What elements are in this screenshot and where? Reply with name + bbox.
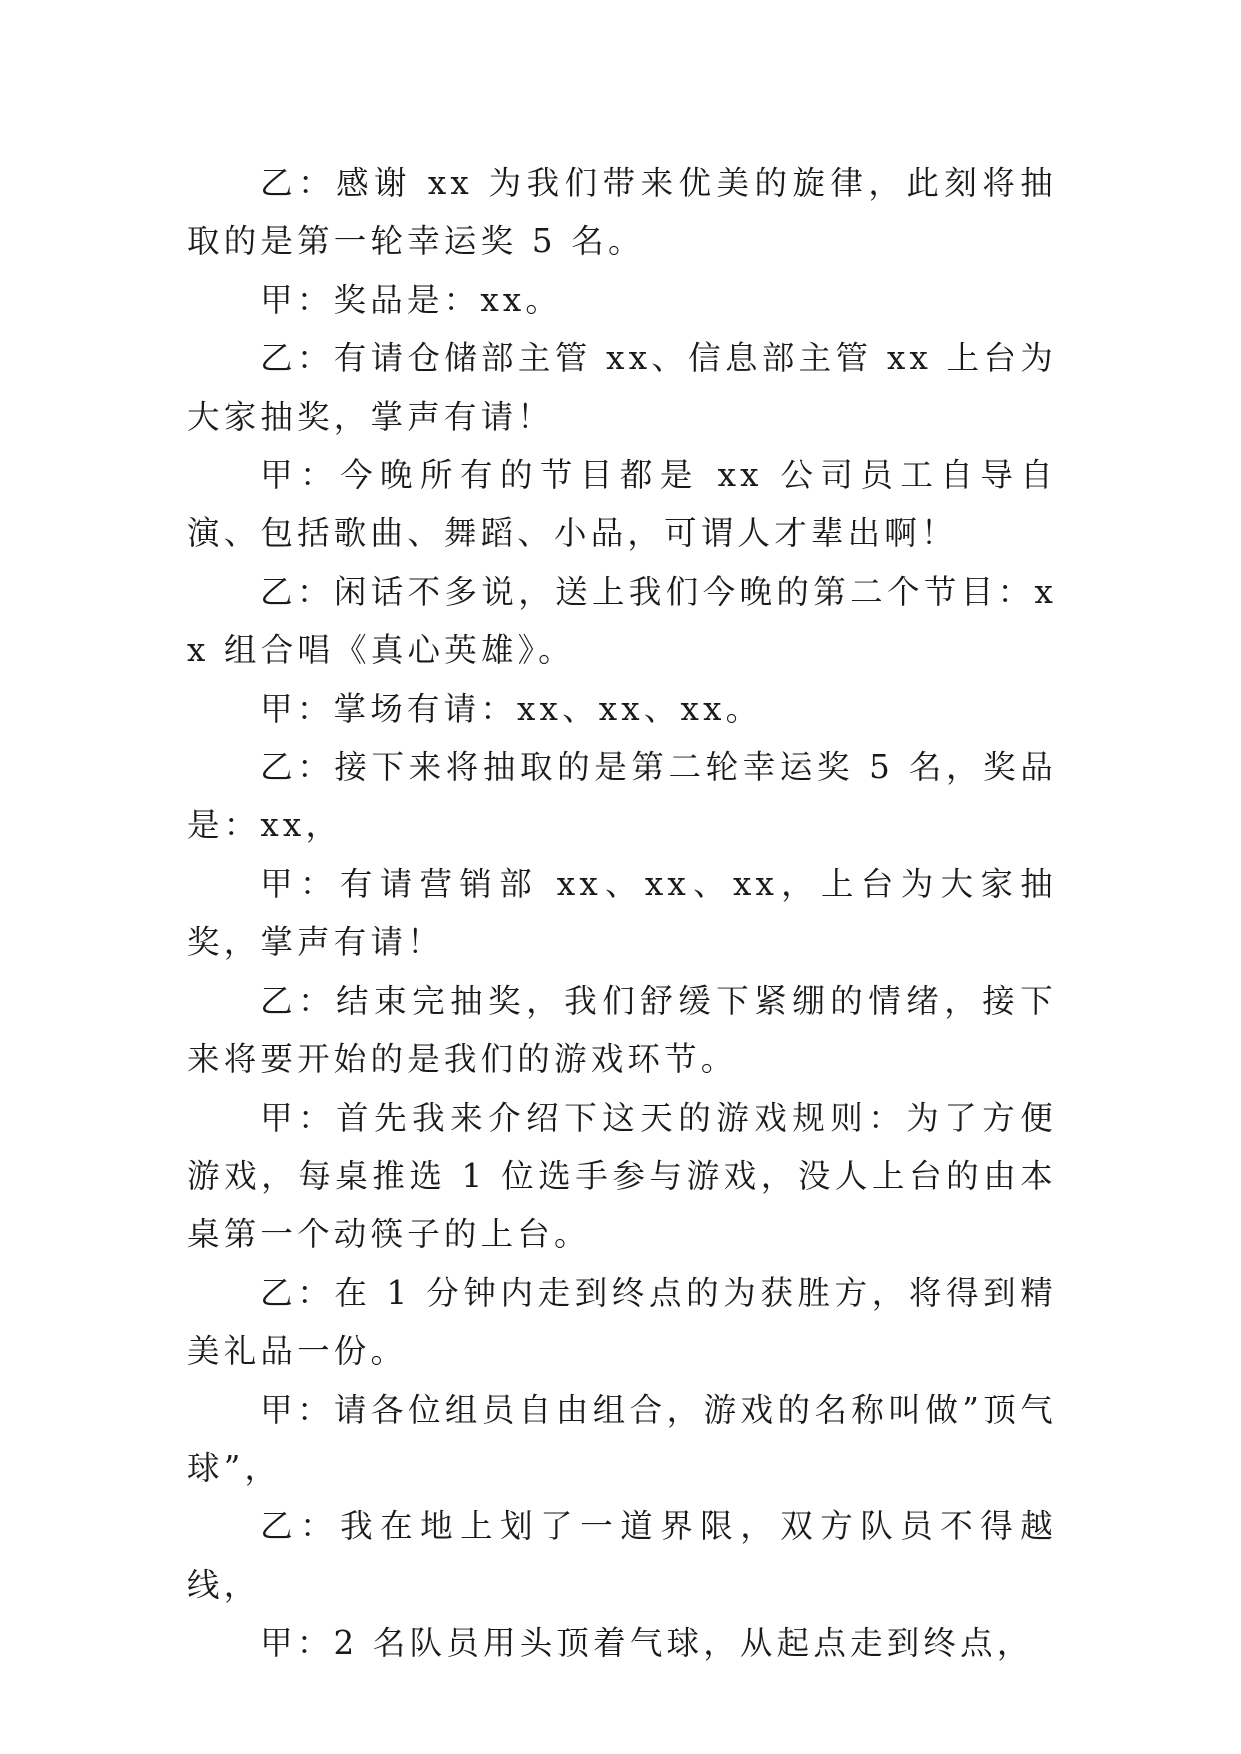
paragraph-5: 乙：闲话不多说，送上我们今晚的第二个节目：xx 组合唱《真心英雄》。: [187, 572, 1057, 670]
paragraph-9: 乙：结束完抽奖，我们舒缓下紧绷的情绪，接下来将要开始的是我们的游戏环节。: [187, 981, 1057, 1079]
paragraph-6: 甲：掌场有请：xx、xx、xx。: [260, 689, 763, 728]
paragraph-11: 乙：在 1 分钟内走到终点的为获胜方，将得到精美礼品一份。: [187, 1273, 1057, 1371]
paragraph-7: 乙：接下来将抽取的是第二轮幸运奖 5 名，奖品是：xx，: [187, 748, 1057, 845]
paragraph-2: 甲：奖品是：xx。: [260, 280, 563, 319]
paragraph-4: 甲：今晚所有的节目都是 xx 公司员工自导自演、包括歌曲、舞蹈、小品，可谓人才辈出啊！: [187, 456, 1057, 553]
paragraph-14: 甲：2 名队员用头顶着气球，从起点走到终点，: [260, 1624, 1034, 1663]
document-body: [187, 154, 1057, 1673]
paragraph-1: 乙：感谢 xx 为我们带来优美的旋律，此刻将抽取的是第一轮幸运奖 5 名。: [187, 164, 1057, 261]
paragraph-10: 甲：首先我来介绍下这天的游戏规则：为了方便游戏，每桌推选 1 位选手参与游戏，没人上台的由本桌第一个动筷子的上台。: [187, 1098, 1057, 1254]
paragraph-8: 甲：有请营销部 xx、xx、xx，上台为大家抽奖，掌声有请！: [187, 864, 1057, 962]
paragraph-12: 甲：请各位组员自由组合，游戏的名称叫做”顶气球”，: [187, 1390, 1057, 1487]
paragraph-3: 乙：有请仓储部主管 xx、信息部主管 xx 上台为大家抽奖，掌声有请！: [187, 339, 1057, 436]
paragraph-13: 乙：我在地上划了一道界限，双方队员不得越线，: [187, 1507, 1057, 1604]
